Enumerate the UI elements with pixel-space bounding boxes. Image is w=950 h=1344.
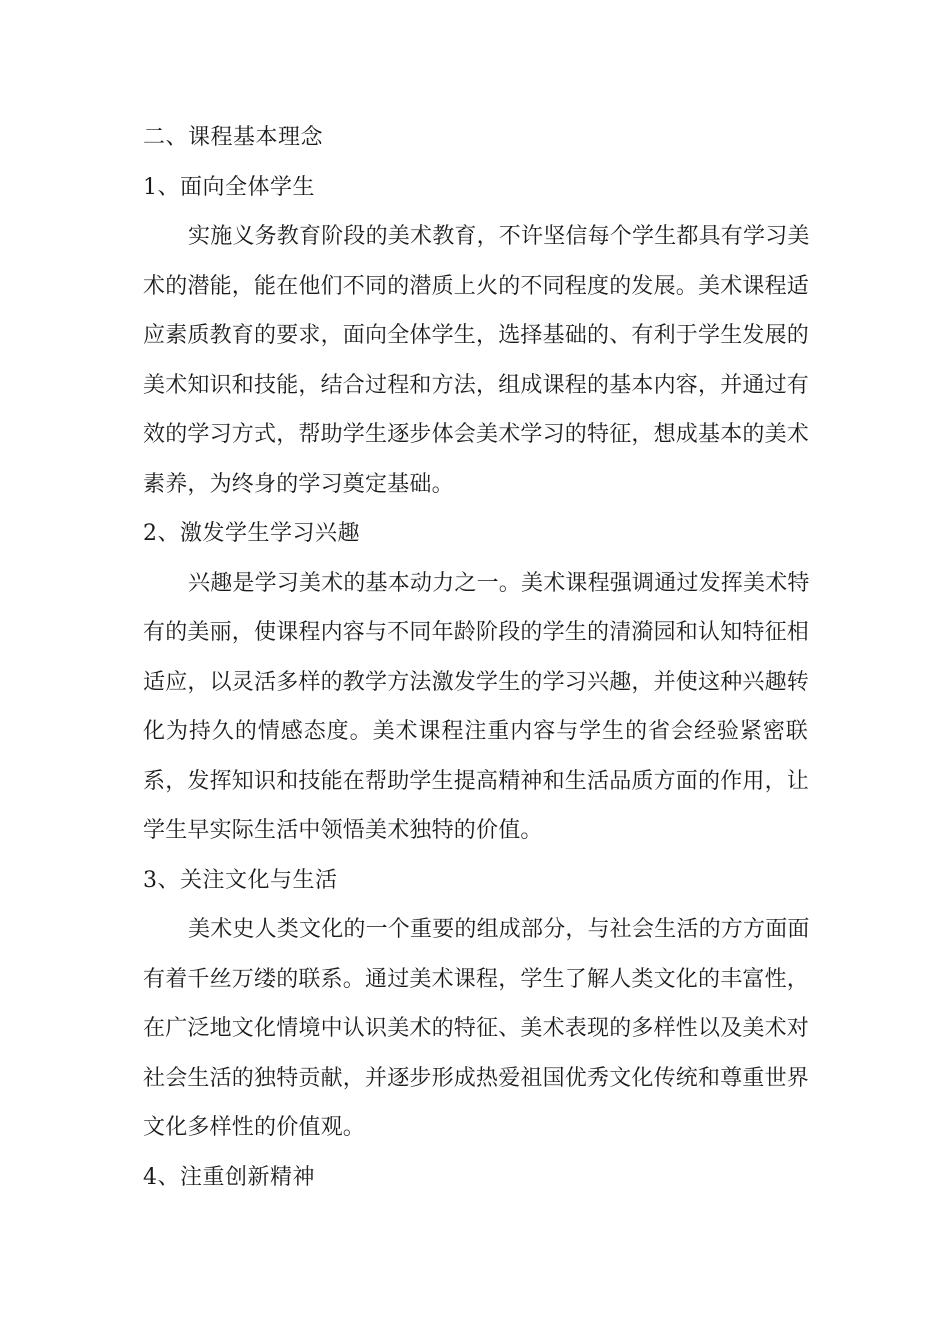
item-1-heading: 1、面向全体学生	[143, 174, 315, 200]
item-1-line-2: 术的潜能，能在他们不同的潜质上火的不同程度的发展。美术课程适	[143, 273, 810, 299]
item-2-line-4: 化为持久的情感态度。美术课程注重内容与学生的省会经验紧密联	[143, 719, 808, 744]
item-2-line-3: 适应，以灵活多样的教学方法激发学生的学习兴趣，并使这种兴趣转	[143, 669, 810, 695]
item-3-line-5: 文化多样性的价值观。	[143, 1115, 366, 1140]
item-2-line-2: 有的美丽，使课程内容与不同年龄阶段的学生的清漪园和认知特征相	[143, 620, 810, 645]
section-title: 二、课程基本理念	[143, 125, 324, 150]
item-2-heading: 2、激发学生学习兴趣	[143, 521, 360, 546]
item-3-line-4: 社会生活的独特贡献，并逐步形成热爱祖国优秀文化传统和尊重世界	[143, 1065, 810, 1091]
document-body	[143, 113, 808, 1202]
item-2-line-5: 系，发挥知识和技能在帮助学生提高精神和生活品质方面的作用，让	[143, 768, 810, 794]
item-1-line-3: 应素质教育的要求，面向全体学生，选择基础的、有利于学生发展的	[143, 323, 810, 348]
item-1-line-5: 效的学习方式，帮助学生逐步体会美术学习的特征，想成基本的美术	[143, 422, 810, 447]
item-3-line-2: 有着千丝万缕的联系。通过美术课程，学生了解人类文化的丰富性，	[143, 966, 810, 992]
item-4-heading: 4、注重创新精神	[143, 1164, 315, 1190]
item-1-line-6: 素养，为终身的学习奠定基础。	[143, 471, 454, 497]
item-3-line-1: 美术史人类文化的一个重要的组成部分，与社会生活的方方面面	[188, 917, 810, 942]
item-2-line-6: 学生早实际生活中领悟美术独特的价值。	[143, 818, 543, 843]
item-1-line-1: 实施义务教育阶段的美术教育，不许坚信每个学生都具有学习美	[188, 224, 810, 249]
item-3-line-3: 在广泛地文化情境中认识美术的特征、美术表现的多样性以及美术对	[143, 1016, 810, 1041]
item-2-line-1: 兴趣是学习美术的基本动力之一。美术课程强调通过发挥美术特	[188, 570, 810, 596]
item-1-line-4: 美术知识和技能，结合过程和方法，组成课程的基本内容，并通过有	[143, 372, 810, 398]
item-3-heading: 3、关注文化与生活	[143, 867, 338, 893]
